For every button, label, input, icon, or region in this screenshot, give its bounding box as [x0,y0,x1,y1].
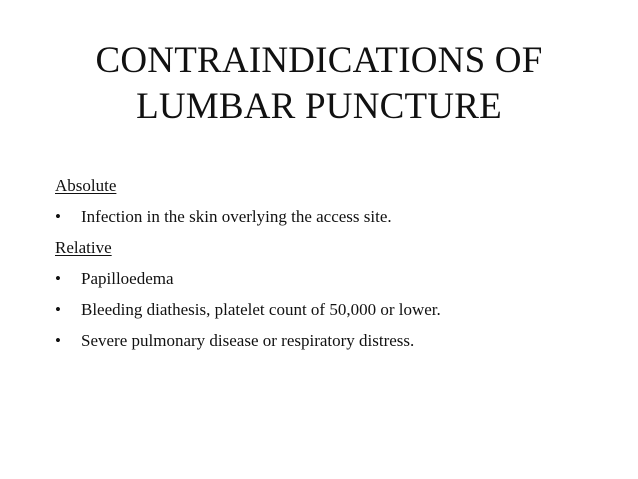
relative-list [55,263,615,356]
list-item-text: Bleeding diathesis, platelet count of 50,000 or lower. [81,300,441,319]
list-item [55,263,615,294]
slide-content [55,170,615,356]
title-line-2: LUMBAR PUNCTURE [136,86,502,127]
bullet-icon: • [55,300,61,319]
bullet-icon: • [55,269,61,288]
list-item-text: Infection in the skin overlying the access site. [81,207,392,226]
bullet-icon: • [55,207,61,226]
section-label-relative: Relative [55,238,112,257]
list-item-text: Severe pulmonary disease or respiratory distress. [81,331,415,350]
title-line-1: CONTRAINDICATIONS OF [95,40,543,81]
list-item [55,201,615,232]
slide-title [0,38,638,130]
absolute-list [55,201,615,232]
list-item [55,325,615,356]
bullet-icon: • [55,331,61,350]
list-item [55,294,615,325]
list-item-text: Papilloedema [81,269,174,288]
section-label-absolute: Absolute [55,176,117,195]
